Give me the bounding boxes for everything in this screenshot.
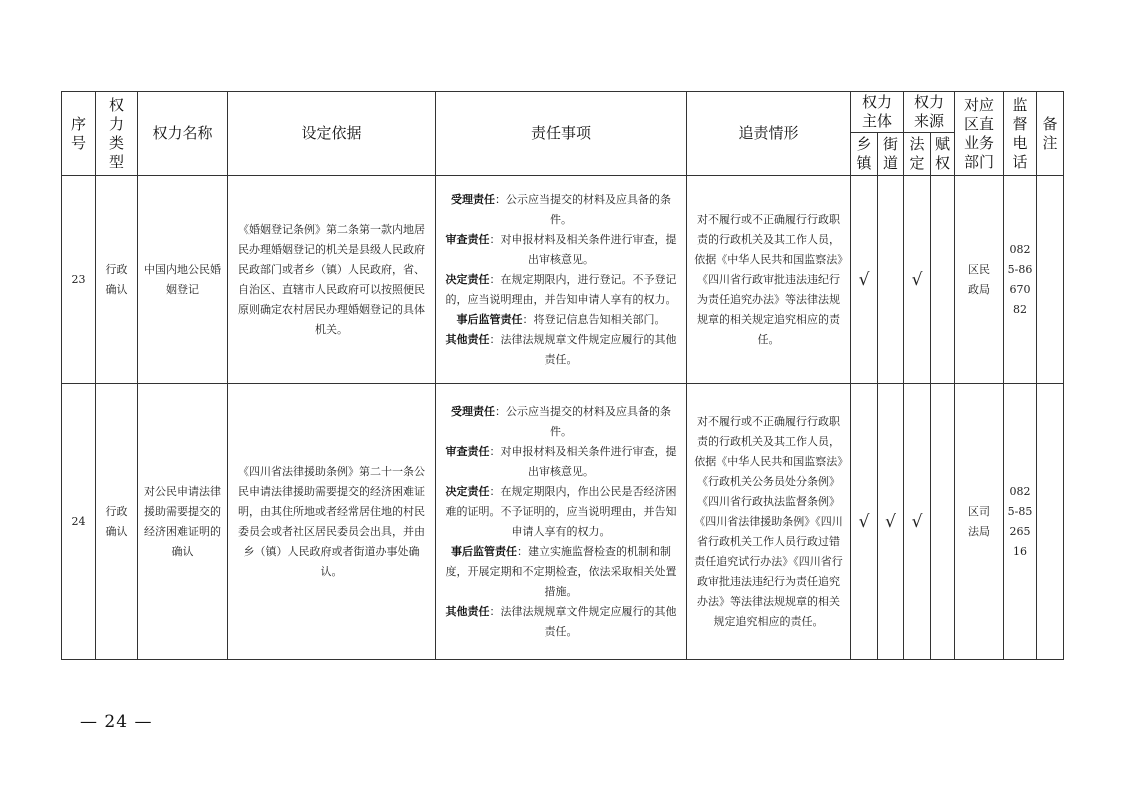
header-dept: 对应区直业务部门: [955, 92, 1004, 176]
duty-item: 受理责任：公示应当提交的材料及应具备的条件。: [451, 404, 671, 438]
row-accountability: 对不履行或不正确履行行政职责的行政机关及其工作人员，依据《中华人民共和国监察法》《行政机关公务员处分条例》《四川省行政执法监督条例》《四川省法律援助条例》《四川省行政机关工作人员行政过错责任追究试行办法》《四川省行政审批违法违纪行为责任追究办法》等法律法规规章的相关规定追究相应的责任。: [687, 384, 851, 660]
header-row-top: [62, 92, 1064, 133]
header-subject: 权力主体: [851, 92, 904, 133]
row-granted-check: [931, 384, 955, 660]
row-seq: 23: [62, 176, 96, 384]
row-street-check: √: [878, 384, 904, 660]
row-statutory-check: √: [904, 176, 931, 384]
row-type: 行政确认: [96, 384, 138, 660]
header-phone: 监督电话: [1004, 92, 1037, 176]
row-name: 对公民申请法律援助需要提交的经济困难证明的确认: [138, 384, 228, 660]
row-basis: 《婚姻登记条例》第二条第一款内地居民办理婚姻登记的机关是县级人民政府民政部门或者乡（镇）人民政府，省、自治区、直辖市人民政府可以按照便民原则确定农村居民办理婚姻登记的具体机关。: [228, 176, 436, 384]
row-duties: [436, 176, 687, 384]
power-list-table: [61, 91, 1064, 660]
row-statutory-check: √: [904, 384, 931, 660]
duty-item: 审查责任：对申报材料及相关条件进行审查，提出审核意见。: [445, 444, 677, 478]
row-dept: 区司法局: [955, 384, 1004, 660]
row-granted-check: [931, 176, 955, 384]
row-remark: [1037, 384, 1064, 660]
header-accountability: 追责情形: [687, 92, 851, 176]
header-name: 权力名称: [138, 92, 228, 176]
row-street-check: [878, 176, 904, 384]
header-source: 权力来源: [904, 92, 955, 133]
row-duties: [436, 384, 687, 660]
header-remark: 备注: [1037, 92, 1064, 176]
header-source-granted: 赋权: [931, 133, 955, 176]
duty-item: 事后监管责任：建立实施监督检查的机制和制度，开展定期和不定期检查，依法采取相关处置措施。: [445, 544, 677, 598]
header-seq: 序号: [62, 92, 96, 176]
row-dept: 区民政局: [955, 176, 1004, 384]
row-town-check: √: [851, 176, 878, 384]
duty-item: 决定责任：在规定期限内，作出公民是否经济困难的证明。不予证明的，应当说明理由，并告知申请人享有的权力。: [445, 484, 677, 538]
row-remark: [1037, 176, 1064, 384]
row-phone: 0825-8667082: [1004, 176, 1037, 384]
row-town-check: √: [851, 384, 878, 660]
duty-item: 其他责任：法律法规规章文件规定应履行的其他责任。: [445, 332, 677, 366]
table-row: [62, 176, 1064, 384]
header-subject-street: 街道: [878, 133, 904, 176]
duty-item: 其他责任：法律法规规章文件规定应履行的其他责任。: [445, 604, 677, 638]
row-seq: 24: [62, 384, 96, 660]
header-type: 权力类型: [96, 92, 138, 176]
row-type: 行政确认: [96, 176, 138, 384]
row-name: 中国内地公民婚姻登记: [138, 176, 228, 384]
row-phone: 0825-8526516: [1004, 384, 1037, 660]
page-number: — 24 —: [80, 712, 153, 732]
duty-item: 事后监管责任：将登记信息告知相关部门。: [456, 312, 666, 326]
table-row: [62, 384, 1064, 660]
duty-item: 决定责任：在规定期限内，进行登记。不予登记的，应当说明理由，并告知申请人享有的权力。: [445, 272, 677, 306]
duty-item: 受理责任：公示应当提交的材料及应具备的条件。: [451, 192, 671, 226]
row-basis: 《四川省法律援助条例》第二十一条公民申请法律援助需要提交的经济困难证明，由其住所地或者经常居住地的村民委员会或者社区居民委员会出具，并由乡（镇）人民政府或者街道办事处确认。: [228, 384, 436, 660]
row-accountability: 对不履行或不正确履行行政职责的行政机关及其工作人员，依据《中华人民共和国监察法》《四川省行政审批违法违纪行为责任追究办法》等法律法规规章的相关规定追究相应的责任。: [687, 176, 851, 384]
header-subject-town: 乡镇: [851, 133, 878, 176]
header-basis: 设定依据: [228, 92, 436, 176]
header-source-statutory: 法定: [904, 133, 931, 176]
header-duty: 责任事项: [436, 92, 687, 176]
duty-item: 审查责任：对申报材料及相关条件进行审查，提出审核意见。: [445, 232, 677, 266]
